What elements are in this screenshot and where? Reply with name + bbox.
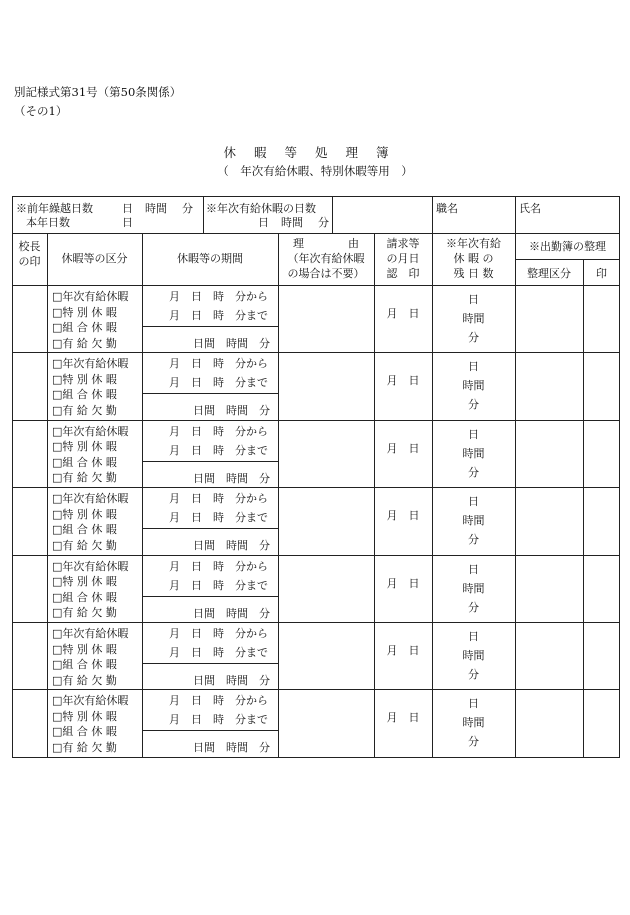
carryover-hour-unit: 時間 <box>145 202 167 215</box>
leave-type-option: □有 給 欠 勤 <box>52 606 117 620</box>
remaining-hour-unit: 時間 <box>462 379 485 393</box>
period-divider <box>142 461 278 462</box>
col-line-3 <box>278 233 279 758</box>
period-total: 日間 時間 分 <box>193 606 270 620</box>
period-divider <box>142 596 278 597</box>
carryover-day-unit: 日 <box>122 202 133 215</box>
period-divider <box>142 326 278 327</box>
leave-period-header: 休暇等の期間 <box>177 252 243 265</box>
leave-type-option: □組 合 休 暇 <box>52 388 117 402</box>
annual-leave-days-label: ※年次有給休暇の日数 <box>206 202 316 215</box>
leave-type-option: □組 合 休 暇 <box>52 658 117 671</box>
annual-leave-hour-unit: 時間 <box>281 216 303 229</box>
carryover-label: ※前年繰越日数 <box>16 202 93 215</box>
attendance-category-header: 整理区分 <box>527 267 571 280</box>
column-header-bottom <box>12 285 620 286</box>
top-divider-3 <box>432 196 433 233</box>
remaining-header-3: 残 日 数 <box>453 267 494 280</box>
request-month-day: 月 日 <box>386 576 420 590</box>
current-year-day-unit: 日 <box>122 216 133 229</box>
remaining-minute-unit: 分 <box>468 735 479 749</box>
period-to: 月 日 時 分まで <box>169 376 268 390</box>
leave-type-option: □年次有給休暇 <box>52 424 129 438</box>
remaining-minute-unit: 分 <box>468 398 479 412</box>
remaining-hour-unit: 時間 <box>462 514 485 528</box>
row-separator <box>12 689 620 690</box>
remaining-minute-unit: 分 <box>468 465 479 479</box>
leave-type-option: □有 給 欠 勤 <box>52 673 117 687</box>
remaining-minute-unit: 分 <box>468 668 479 681</box>
leave-type-option: □組 合 休 暇 <box>52 523 117 537</box>
period-to: 月 日 時 分まで <box>169 646 268 659</box>
remaining-day-unit: 日 <box>468 697 479 711</box>
period-to: 月 日 時 分まで <box>169 511 268 525</box>
table-border-top <box>12 196 620 197</box>
remaining-minute-unit: 分 <box>468 331 479 344</box>
leave-type-option: □年次有給休暇 <box>52 694 129 708</box>
col-line-6 <box>515 233 516 758</box>
remaining-minute-unit: 分 <box>468 600 479 614</box>
request-month-day: 月 日 <box>386 509 420 523</box>
remaining-minute-unit: 分 <box>468 533 479 547</box>
period-divider <box>142 730 278 731</box>
remaining-hour-unit: 時間 <box>462 446 485 460</box>
leave-type-option: □有 給 欠 勤 <box>52 336 117 350</box>
table-border-left <box>12 196 13 758</box>
leave-type-option: □組 合 休 暇 <box>52 725 117 739</box>
leave-type-option: □年次有給休暇 <box>52 357 129 371</box>
form-part: （その1） <box>14 104 68 118</box>
remaining-day-unit: 日 <box>468 495 479 509</box>
remaining-hour-unit: 時間 <box>462 312 485 325</box>
remaining-day-unit: 日 <box>468 360 479 374</box>
reason-header-3: の場合は不要） <box>287 267 365 280</box>
leave-type-option: □組 合 休 暇 <box>52 455 117 469</box>
request-month-day: 月 日 <box>386 307 420 320</box>
name-label: 氏名 <box>519 202 541 215</box>
leave-type-option: □特 別 休 暇 <box>52 642 117 656</box>
leave-type-option: □有 給 欠 勤 <box>52 403 117 417</box>
period-total: 日間 時間 分 <box>193 337 270 350</box>
table-top-row-bottom <box>12 233 620 234</box>
leave-type-option: □特 別 休 暇 <box>52 575 117 589</box>
top-divider-1 <box>203 196 204 233</box>
remaining-header-1: ※年次有給 <box>446 237 501 250</box>
remaining-day-unit: 日 <box>468 293 479 306</box>
leave-type-option: □有 給 欠 勤 <box>52 471 117 485</box>
attendance-subheader-line <box>515 259 620 260</box>
row-separator <box>12 555 620 556</box>
remaining-hour-unit: 時間 <box>462 581 485 595</box>
leave-type-option: □年次有給休暇 <box>52 627 129 640</box>
leave-register-table <box>12 196 620 758</box>
table-border-right <box>619 196 620 758</box>
period-total: 日間 時間 分 <box>193 539 270 553</box>
current-year-label: 本年日数 <box>26 216 70 229</box>
period-from: 月 日 時 分から <box>169 492 268 506</box>
period-to: 月 日 時 分まで <box>169 309 268 322</box>
request-month-day: 月 日 <box>386 441 420 455</box>
col-line-7 <box>583 259 584 758</box>
period-from: 月 日 時 分から <box>169 424 268 438</box>
request-month-day: 月 日 <box>386 374 420 388</box>
annual-leave-day-unit: 日 <box>258 216 269 229</box>
request-date-header-3: 認 印 <box>386 267 420 280</box>
row-separator <box>12 352 620 353</box>
period-from: 月 日 時 分から <box>169 694 268 708</box>
row-separator <box>12 487 620 488</box>
leave-type-option: □特 別 休 暇 <box>52 507 117 521</box>
period-total: 日間 時間 分 <box>193 404 270 418</box>
period-total: 日間 時間 分 <box>193 741 270 755</box>
col-line-1 <box>47 233 48 758</box>
table-border-bottom <box>12 757 620 758</box>
attendance-seal-header: 印 <box>596 267 607 280</box>
remaining-hour-unit: 時間 <box>462 649 485 662</box>
remaining-day-unit: 日 <box>468 630 479 643</box>
leave-type-option: □特 別 休 暇 <box>52 440 117 454</box>
remaining-header-2: 休 暇 の <box>453 252 494 265</box>
col-line-2 <box>142 233 143 758</box>
reason-header-2: （年次有給休暇 <box>287 252 365 265</box>
period-total: 日間 時間 分 <box>193 471 270 485</box>
attendance-header: ※出勤簿の整理 <box>529 240 606 253</box>
leave-type-option: □組 合 休 暇 <box>52 590 117 604</box>
leave-type-option: □特 別 休 暇 <box>52 709 117 723</box>
period-from: 月 日 時 分から <box>169 357 268 371</box>
form-number: 別記様式第31号（第50条関係） <box>14 85 182 99</box>
top-divider-2 <box>332 196 333 233</box>
top-divider-4 <box>515 196 516 233</box>
leave-type-option: □組 合 休 暇 <box>52 321 117 334</box>
leave-type-option: □有 給 欠 勤 <box>52 538 117 552</box>
remaining-day-unit: 日 <box>468 427 479 441</box>
request-month-day: 月 日 <box>386 644 420 657</box>
request-date-header-1: 請求等 <box>386 237 420 250</box>
page-title: 休暇等処理簿 <box>223 145 407 160</box>
annual-leave-minute-unit: 分 <box>318 216 329 229</box>
leave-type-option: □特 別 休 暇 <box>52 305 117 319</box>
reason-header-1: 理 由 <box>293 237 359 250</box>
remaining-day-unit: 日 <box>468 562 479 576</box>
period-from: 月 日 時 分から <box>169 627 268 640</box>
request-date-header-2: の月日 <box>386 252 420 265</box>
period-from: 月 日 時 分から <box>169 290 268 303</box>
leave-type-option: □年次有給休暇 <box>52 492 129 506</box>
remaining-hour-unit: 時間 <box>462 716 485 730</box>
leave-type-option: □特 別 休 暇 <box>52 372 117 386</box>
period-from: 月 日 時 分から <box>169 559 268 573</box>
position-label: 職名 <box>436 202 458 215</box>
request-month-day: 月 日 <box>386 711 420 725</box>
period-to: 月 日 時 分まで <box>169 578 268 592</box>
leave-type-option: □年次有給休暇 <box>52 290 129 303</box>
row-separator <box>12 420 620 421</box>
period-divider <box>142 663 278 664</box>
period-divider <box>142 528 278 529</box>
period-total: 日間 時間 分 <box>193 674 270 687</box>
period-to: 月 日 時 分まで <box>169 443 268 457</box>
principal-seal-header-1: 校長 <box>18 240 41 253</box>
leave-type-option: □有 給 欠 勤 <box>52 740 117 754</box>
page-subtitle: （ 年次有給休暇、特別休暇等用 ） <box>217 164 413 178</box>
principal-seal-header-2: の印 <box>18 255 41 268</box>
period-to: 月 日 時 分まで <box>169 713 268 727</box>
period-divider <box>142 393 278 394</box>
carryover-minute-unit: 分 <box>182 202 193 215</box>
leave-category-header: 休暇等の区分 <box>61 252 128 265</box>
leave-type-option: □年次有給休暇 <box>52 559 129 573</box>
row-separator <box>12 622 620 623</box>
